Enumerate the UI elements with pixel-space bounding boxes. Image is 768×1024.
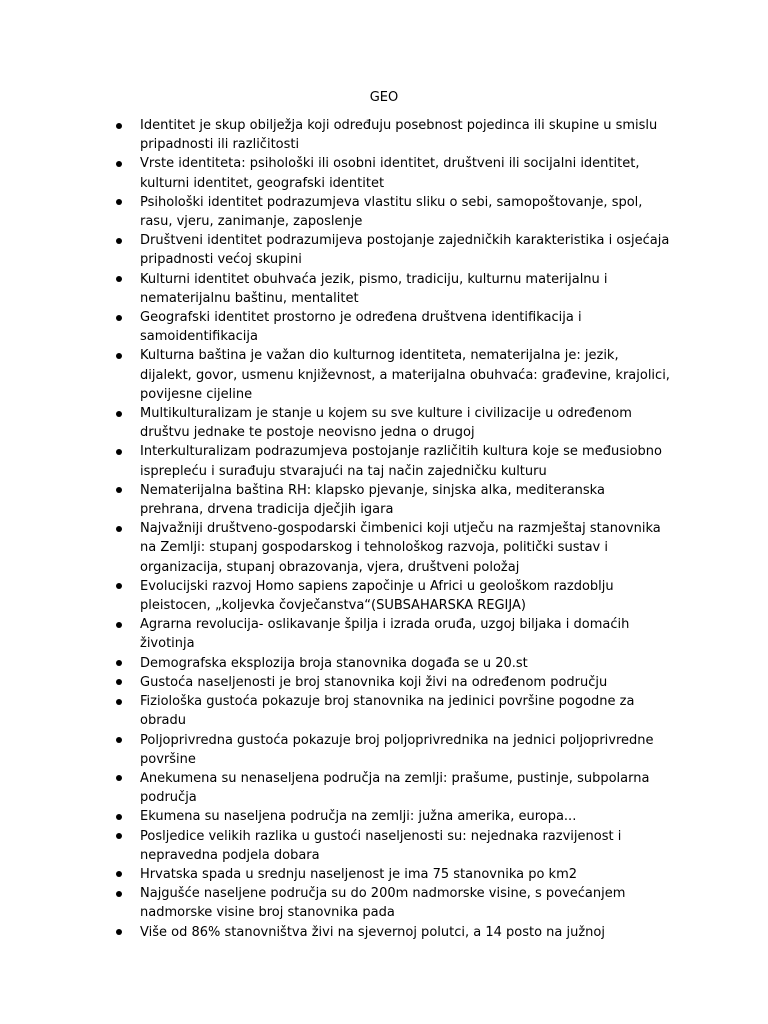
list-item-text: Multikulturalizam je stanje u kojem su sve kulture i civilizacije u određenom društvu jednake te postoje neovisno jedna o drugoj (140, 406, 632, 441)
list-item-text: Gustoća naseljenosti je broj stanovnika koji živi na određenom području (140, 674, 608, 690)
list-item-text: Identitet je skup obilježja koji određuju posebnost pojedinca ili skupine u smislu pripadnosti ili različitosti (140, 118, 658, 153)
list-item-text: Psihološki identitet podrazumjeva vlastitu sliku o sebi, samopoštovanje, spol, rasu, vjeru, zanimanje, zaposlenje (140, 194, 643, 230)
bullet-icon (116, 660, 122, 666)
list-item-text: Posljedice velikih razlika u gustoći naseljenosti su: nejednaka razvijenost i nepravedna podjela dobara (140, 828, 622, 863)
bullet-icon (116, 833, 122, 839)
list-item (112, 577, 672, 615)
list-item (112, 193, 672, 231)
list-item-text: Vrste identiteta: psihološki ili osobni identitet, društveni ili socijalni identitet, kulturni identitet, geografski identitet (140, 156, 640, 191)
list-item-text: Kulturna baština je važan dio kulturnog identiteta, nematerijalna je: jezik, dijalekt, govor, usmenu književnost, a materijalna obuhvaća: građevine, krajolici, povijesne cijeline (140, 348, 670, 402)
bullet-icon (116, 411, 122, 417)
list-item-text: Geografski identitet prostorno je određena društvena identifikacija i samoidentifikacija (140, 310, 582, 345)
list-item (112, 442, 672, 480)
list-item (112, 615, 672, 653)
bullet-icon (116, 161, 122, 167)
bullet-icon (116, 449, 122, 455)
list-item (112, 346, 672, 404)
bullet-icon (116, 526, 122, 532)
bullet-icon (116, 487, 122, 493)
list-item-text: Ekumena su naseljena područja na zemlji: južna amerika, europa... (140, 809, 577, 825)
list-item (112, 884, 672, 922)
bullet-icon (116, 315, 122, 321)
list-item-text: Interkulturalizam podrazumjeva postojanje različitih kultura koje se međusiobno isprepleću i surađuju stvarajući na taj način zajedničku kulturu (140, 444, 662, 479)
list-item (112, 692, 672, 730)
bullet-icon (116, 276, 122, 282)
bullet-icon (116, 929, 122, 935)
list-item (112, 404, 672, 442)
list-item (112, 827, 672, 865)
list-item (112, 865, 672, 884)
bullet-icon (116, 199, 122, 205)
list-item-text: Najvažniji društveno-gospodarski čimbenici koji utječu na razmještaj stanovnika na Zemlji: stupanj gospodarskog i tehnološkog razvoja, politički sustav i organizacija, stupanj obrazovanja, vjera, društveni položaj (140, 521, 661, 575)
list-item (112, 807, 672, 826)
list-item (112, 654, 672, 673)
bullet-icon (116, 737, 122, 743)
bullet-icon (116, 123, 122, 129)
list-item-text: Kulturni identitet obuhvaća jezik, pismo, tradiciju, kulturnu materijalnu i nematerijalnu baštinu, mentalitet (140, 271, 608, 306)
list-item (112, 116, 672, 154)
list-item (112, 270, 672, 308)
list-item-text: Evolucijski razvoj Homo sapiens započinje u Africi u geološkom razdoblju pleistocen, „koljevka čovječanstva“(SUBSAHARSKA REGIJA) (140, 578, 614, 614)
list-item (112, 154, 672, 192)
list-item-text: Društveni identitet podrazumijeva postojanje zajedničkih karakteristika i osjećaja pripadnosti većoj skupini (140, 233, 670, 268)
bullet-icon (116, 814, 122, 820)
bullet-list (112, 116, 672, 942)
list-item (112, 308, 672, 346)
list-item-text: Najgušće naseljene područja su do 200m nadmorske visine, s povećanjem nadmorske visine broj stanovnika pada (140, 886, 626, 921)
list-item (112, 769, 672, 807)
list-item-text: Poljoprivredna gustoća pokazuje broj poljoprivrednika na jednici poljoprivredne površine (140, 732, 654, 767)
list-item (112, 519, 672, 577)
bullet-icon (116, 891, 122, 897)
list-item (112, 481, 672, 519)
list-item-text: Nematerijalna baština RH: klapsko pjevanje, sinjska alka, mediteranska prehrana, drvena tradicija dječjih igara (140, 482, 605, 518)
bullet-icon (116, 238, 122, 244)
list-item-text: Hrvatska spada u srednju naseljenost je ima 75 stanovnika po km2 (140, 866, 578, 882)
list-item (112, 923, 672, 942)
bullet-icon (116, 679, 122, 685)
list-item-text: Više od 86% stanovništva živi na sjevernoj polutci, a 14 posto na južnoj (140, 924, 605, 940)
list-item (112, 231, 672, 269)
bullet-icon (116, 622, 122, 628)
bullet-icon (116, 871, 122, 877)
list-item-text: Demografska eksplozija broja stanovnika događa se u 20.st (140, 655, 528, 671)
document-title: GEO (369, 90, 399, 105)
bullet-icon (116, 699, 122, 705)
list-item-text: Anekumena su nenaseljena područja na zemlji: prašume, pustinje, subpolarna područja (140, 770, 650, 806)
bullet-icon (116, 353, 122, 359)
bullet-icon (116, 775, 122, 781)
bullet-icon (116, 583, 122, 589)
list-item (112, 673, 672, 692)
list-item (112, 731, 672, 769)
list-item-text: Agrarna revolucija- oslikavanje špilja i izrada oruđa, uzgoj biljaka i domaćih životinja (140, 617, 630, 652)
list-item-text: Fiziološka gustoća pokazuje broj stanovnika na jedinici površine pogodne za obradu (140, 694, 635, 729)
